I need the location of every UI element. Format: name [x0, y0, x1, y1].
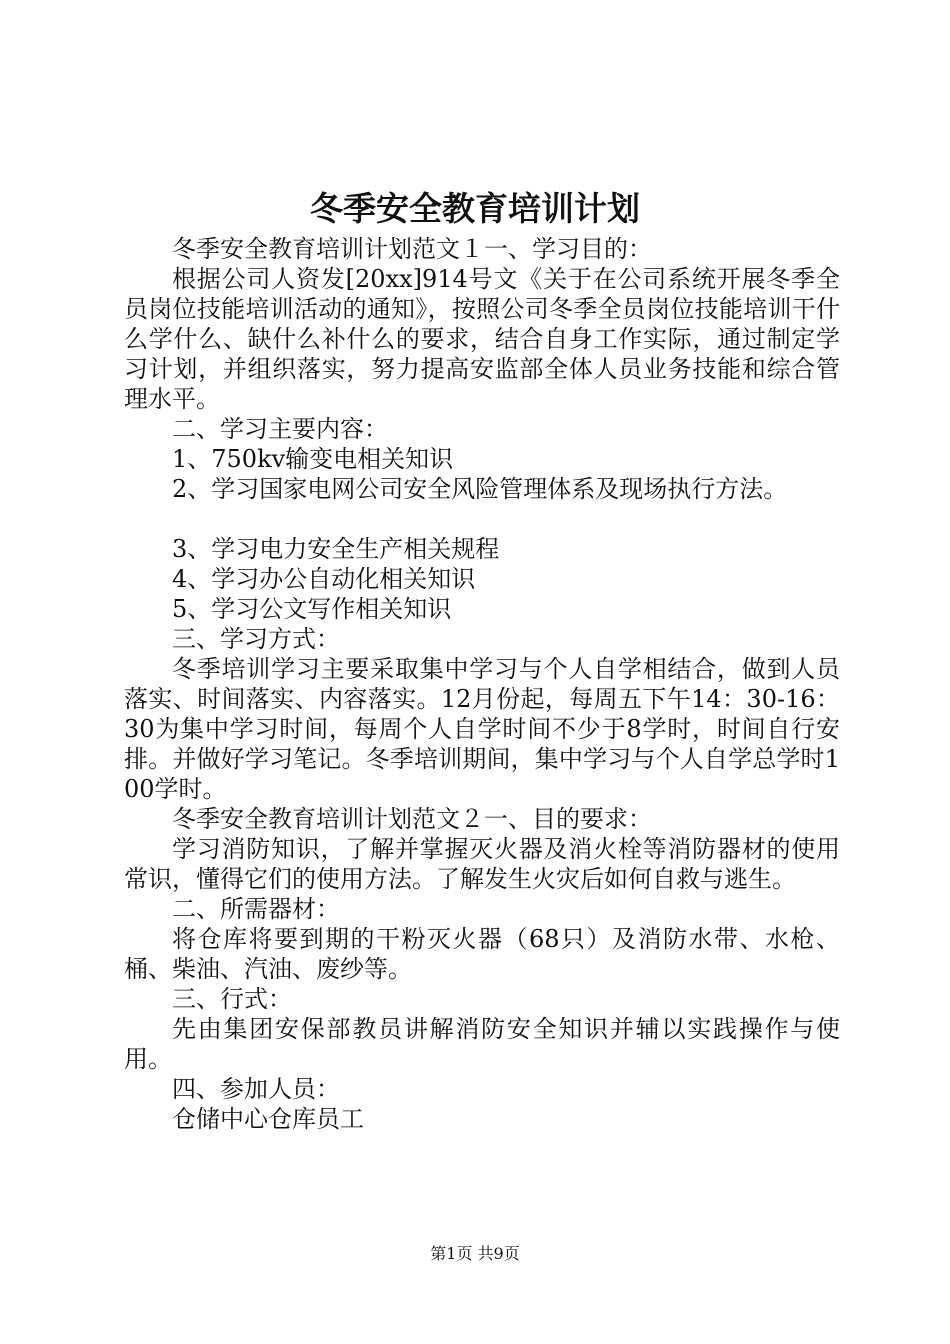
section-heading: 三、行式：: [172, 985, 292, 1013]
list-item: 4、学习办公自动化相关知识: [172, 565, 476, 593]
paragraph: 仓储中心仓库员工: [172, 1105, 364, 1133]
paragraph: 冬季安全教育培训计划范文２一、目的要求：: [172, 805, 652, 833]
section-heading: 三、学习方式：: [172, 625, 340, 653]
paragraph: 将仓库将要到期的干粉灭火器（68只）及消防水带、水枪、桶、柴油、汽油、废纱等。: [124, 925, 840, 983]
paragraph: 先由集团安保部教员讲解消防安全知识并辅以实践操作与使用。: [124, 1015, 840, 1073]
page-title: 冬季安全教育培训计划: [310, 189, 640, 228]
list-item: 1、750kv输变电相关知识: [172, 445, 454, 473]
page-number: 第1页: [430, 1244, 473, 1263]
document-body: [124, 234, 840, 1134]
list-item: 5、学习公文写作相关知识: [172, 595, 452, 623]
section-heading: 二、所需器材：: [172, 895, 340, 923]
paragraph: 学习消防知识，了解并掌握灭火器及消火栓等消防器材的使用常识，懂得它们的使用方法。了解发生火灾后如何自救与逃生。: [124, 835, 840, 893]
list-item: 2、学习国家电网公司安全风险管理体系及现场执行方法。: [172, 475, 788, 503]
paragraph: 冬季培训学习主要采取集中学习与个人自学相结合，做到人员落实、时间落实、内容落实。12月份起，每周五下午14：30-16：30为集中学习时间，每周个人自学时间不少于8学时，时间自行安排。并做好学习笔记。冬季培训期间，集中学习与个人自学总学时100学时。: [124, 655, 840, 803]
list-item: 3、学习电力安全生产相关规程: [172, 535, 500, 563]
section-heading: 二、学习主要内容：: [172, 415, 388, 443]
paragraph: 根据公司人资发[20xx]914号文《关于在公司系统开展冬季全员岗位技能培训活动的通知》，按照公司冬季全员岗位技能培训干什么学什么、缺什么补什么的要求，结合自身工作实际，通过制定学习计划，并组织落实，努力提高安监部全体人员业务技能和综合管理水平。: [124, 265, 840, 413]
paragraph: 冬季安全教育培训计划范文１一、学习目的：: [172, 235, 652, 263]
total-pages: 共9页: [477, 1244, 520, 1263]
section-heading: 四、参加人员：: [172, 1075, 340, 1103]
page-footer: [0, 1243, 950, 1265]
